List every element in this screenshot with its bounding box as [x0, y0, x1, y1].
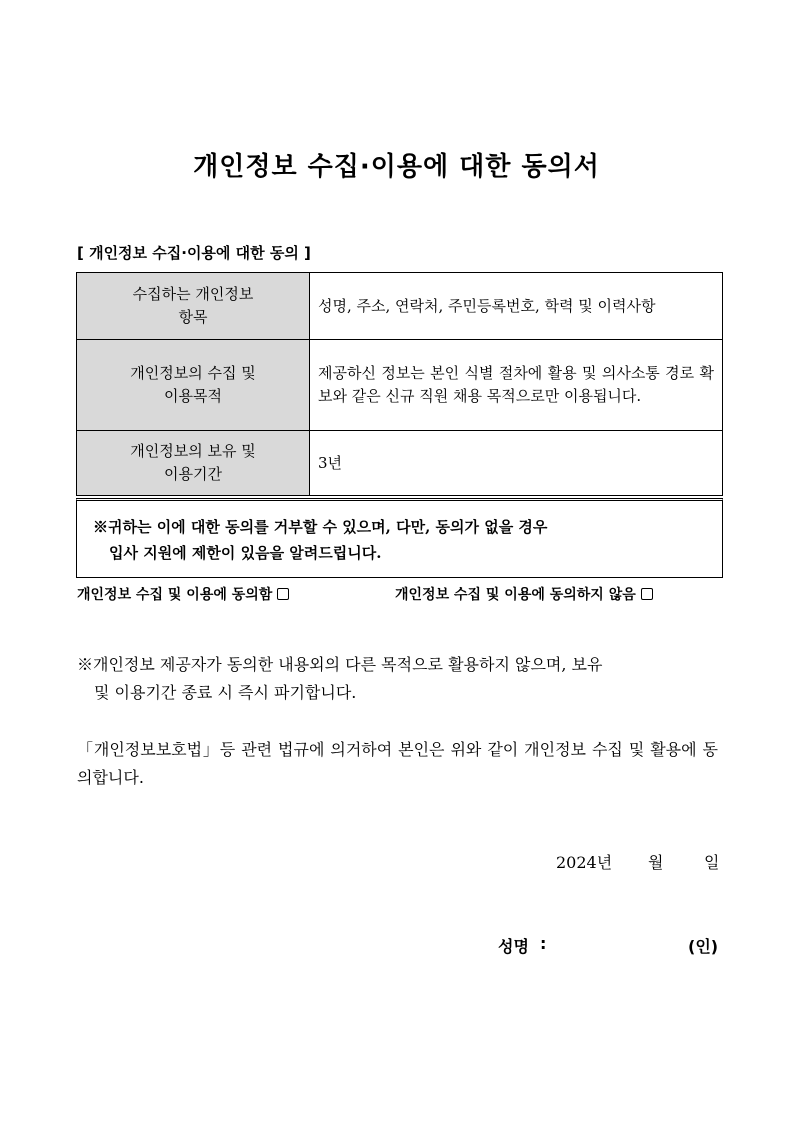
refusal-notice-line: 입사 지원에 제한이 있음을 알려드립니다. — [109, 544, 382, 562]
row-value: 제공하신 정보는 본인 식별 절차에 활용 및 의사소통 경로 확보와 같은 신규 직원 채용 목적으로만 이용됩니다. — [310, 340, 723, 431]
disagree-label: 개인정보 수집 및 이용에 동의하지 않음 — [395, 587, 636, 603]
refusal-notice — [93, 514, 703, 566]
row-label — [77, 431, 310, 496]
date-day: 일 — [704, 853, 720, 872]
row-label — [77, 273, 310, 340]
agree-option — [77, 584, 289, 604]
refusal-notice-line: ※귀하는 이에 대한 동의를 거부할 수 있으며, 다만, 동의가 없을 경우 — [93, 518, 548, 536]
row-label-line: 개인정보의 수집 및 — [130, 364, 256, 382]
destruction-notice-line: ※개인정보 제공자가 동의한 내용외의 다른 목적으로 활용하지 않으며, 보유 — [77, 655, 603, 674]
row-label-line: 수집하는 개인정보 — [132, 285, 254, 303]
date-year: 2024년 — [556, 853, 613, 872]
agree-label: 개인정보 수집 및 이용에 동의함 — [77, 587, 273, 603]
disagree-option — [395, 584, 653, 604]
disagree-checkbox[interactable] — [641, 588, 653, 600]
row-label-line: 이용목적 — [164, 387, 222, 405]
row-label-line: 개인정보의 보유 및 — [130, 442, 256, 460]
signature-seal: (인) — [688, 937, 719, 956]
row-value: 3년 — [310, 431, 723, 496]
destruction-notice — [77, 651, 718, 707]
table-row — [77, 340, 723, 431]
row-label-line: 이용기간 — [164, 465, 222, 483]
table-row — [77, 431, 723, 496]
table-row — [77, 273, 723, 340]
row-label — [77, 340, 310, 431]
agree-checkbox[interactable] — [277, 588, 289, 600]
consent-info-table — [76, 272, 723, 496]
refusal-notice-box — [76, 498, 723, 578]
date-month: 월 — [648, 853, 664, 872]
signature-colon: : — [540, 934, 547, 953]
section-heading: [ 개인정보 수집·이용에 대한 동의 ] — [77, 244, 311, 262]
row-value: 성명, 주소, 연락처, 주민등록번호, 학력 및 이력사항 — [310, 273, 723, 340]
row-label-line: 항목 — [178, 308, 208, 326]
destruction-notice-line: 및 이용기간 종료 시 즉시 파기합니다. — [94, 683, 357, 702]
signature-name-label: 성명 — [498, 937, 529, 956]
document-title: 개인정보 수집·이용에 대한 동의서 — [193, 152, 600, 182]
consent-statement: 「개인정보보호법」등 관련 법규에 의거하여 본인은 위와 같이 개인정보 수집 및 활용에 동의합니다. — [77, 740, 718, 787]
